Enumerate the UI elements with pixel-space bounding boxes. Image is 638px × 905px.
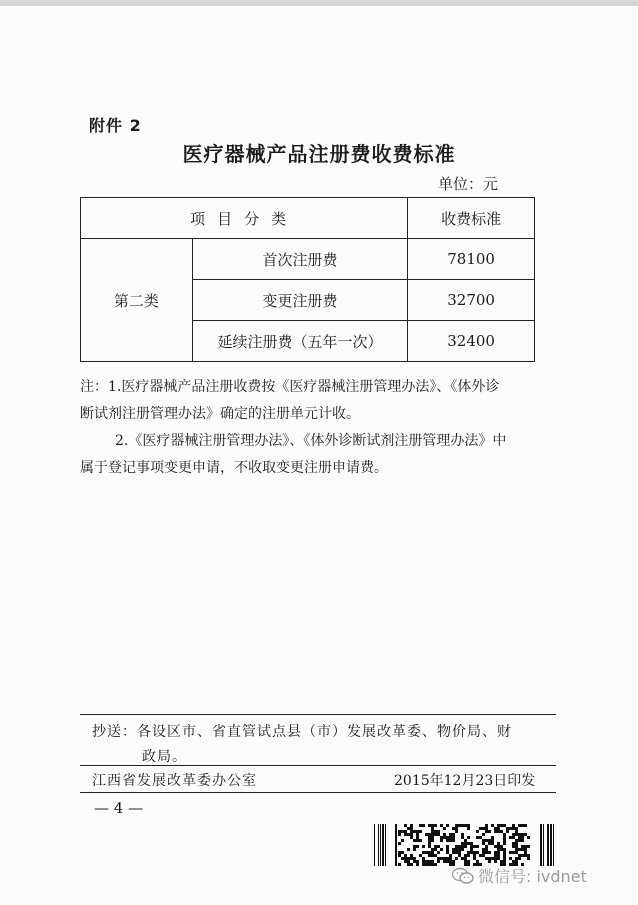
watermark-text: 微信号: ivdnet — [478, 867, 587, 886]
category-cell: 第二类 — [81, 239, 193, 362]
item-cell: 首次注册费 — [192, 239, 407, 280]
attachment-label: 附件 2 — [89, 116, 142, 135]
unit-label: 单位：元 — [438, 175, 499, 193]
header-item-category: 项目分类 — [81, 198, 408, 239]
note-1-line-2: 断试剂注册管理办法》确定的注册单元计收。 — [80, 406, 360, 422]
note-1-line-1: 注：1.医疗器械产品注册收费按《医疗器械注册管理办法》、《体外诊 — [80, 379, 500, 395]
header-fee-standard: 收费标准 — [408, 198, 535, 239]
wechat-icon — [452, 867, 474, 885]
divider-middle — [80, 765, 556, 766]
fee-cell: 32700 — [408, 280, 535, 321]
item-cell: 变更注册费 — [192, 280, 407, 321]
table-row — [81, 239, 535, 280]
scan-edge — [0, 0, 638, 6]
page-number: — 4 — — [94, 799, 144, 817]
cc-section — [92, 720, 562, 770]
divider-bottom — [80, 792, 556, 793]
watermark — [452, 864, 587, 887]
fee-cell: 32400 — [408, 321, 535, 362]
fee-table — [80, 197, 535, 362]
issue-date: 2015年12月23日印发 — [394, 773, 536, 789]
note-2-line-1: 2.《医疗器械注册管理办法》、《体外诊断试剂注册管理办法》中 — [115, 433, 507, 449]
notes-section — [80, 374, 560, 482]
fee-cell: 78100 — [408, 239, 535, 280]
note-2-line-2: 属于登记事项变更申请，不收取变更注册申请费。 — [80, 460, 388, 476]
divider-top — [80, 714, 556, 715]
cc-line-2: 政局。 — [142, 749, 187, 765]
table-header-row — [81, 198, 535, 239]
item-cell: 延续注册费（五年一次） — [192, 321, 407, 362]
page-title: 医疗器械产品注册费收费标准 — [182, 142, 456, 166]
issuer-name: 江西省发展改革委办公室 — [92, 773, 257, 789]
barcode-image — [374, 822, 554, 868]
cc-line-1: 抄送：各设区市、省直管试点县（市）发展改革委、物价局、财 — [92, 724, 512, 740]
